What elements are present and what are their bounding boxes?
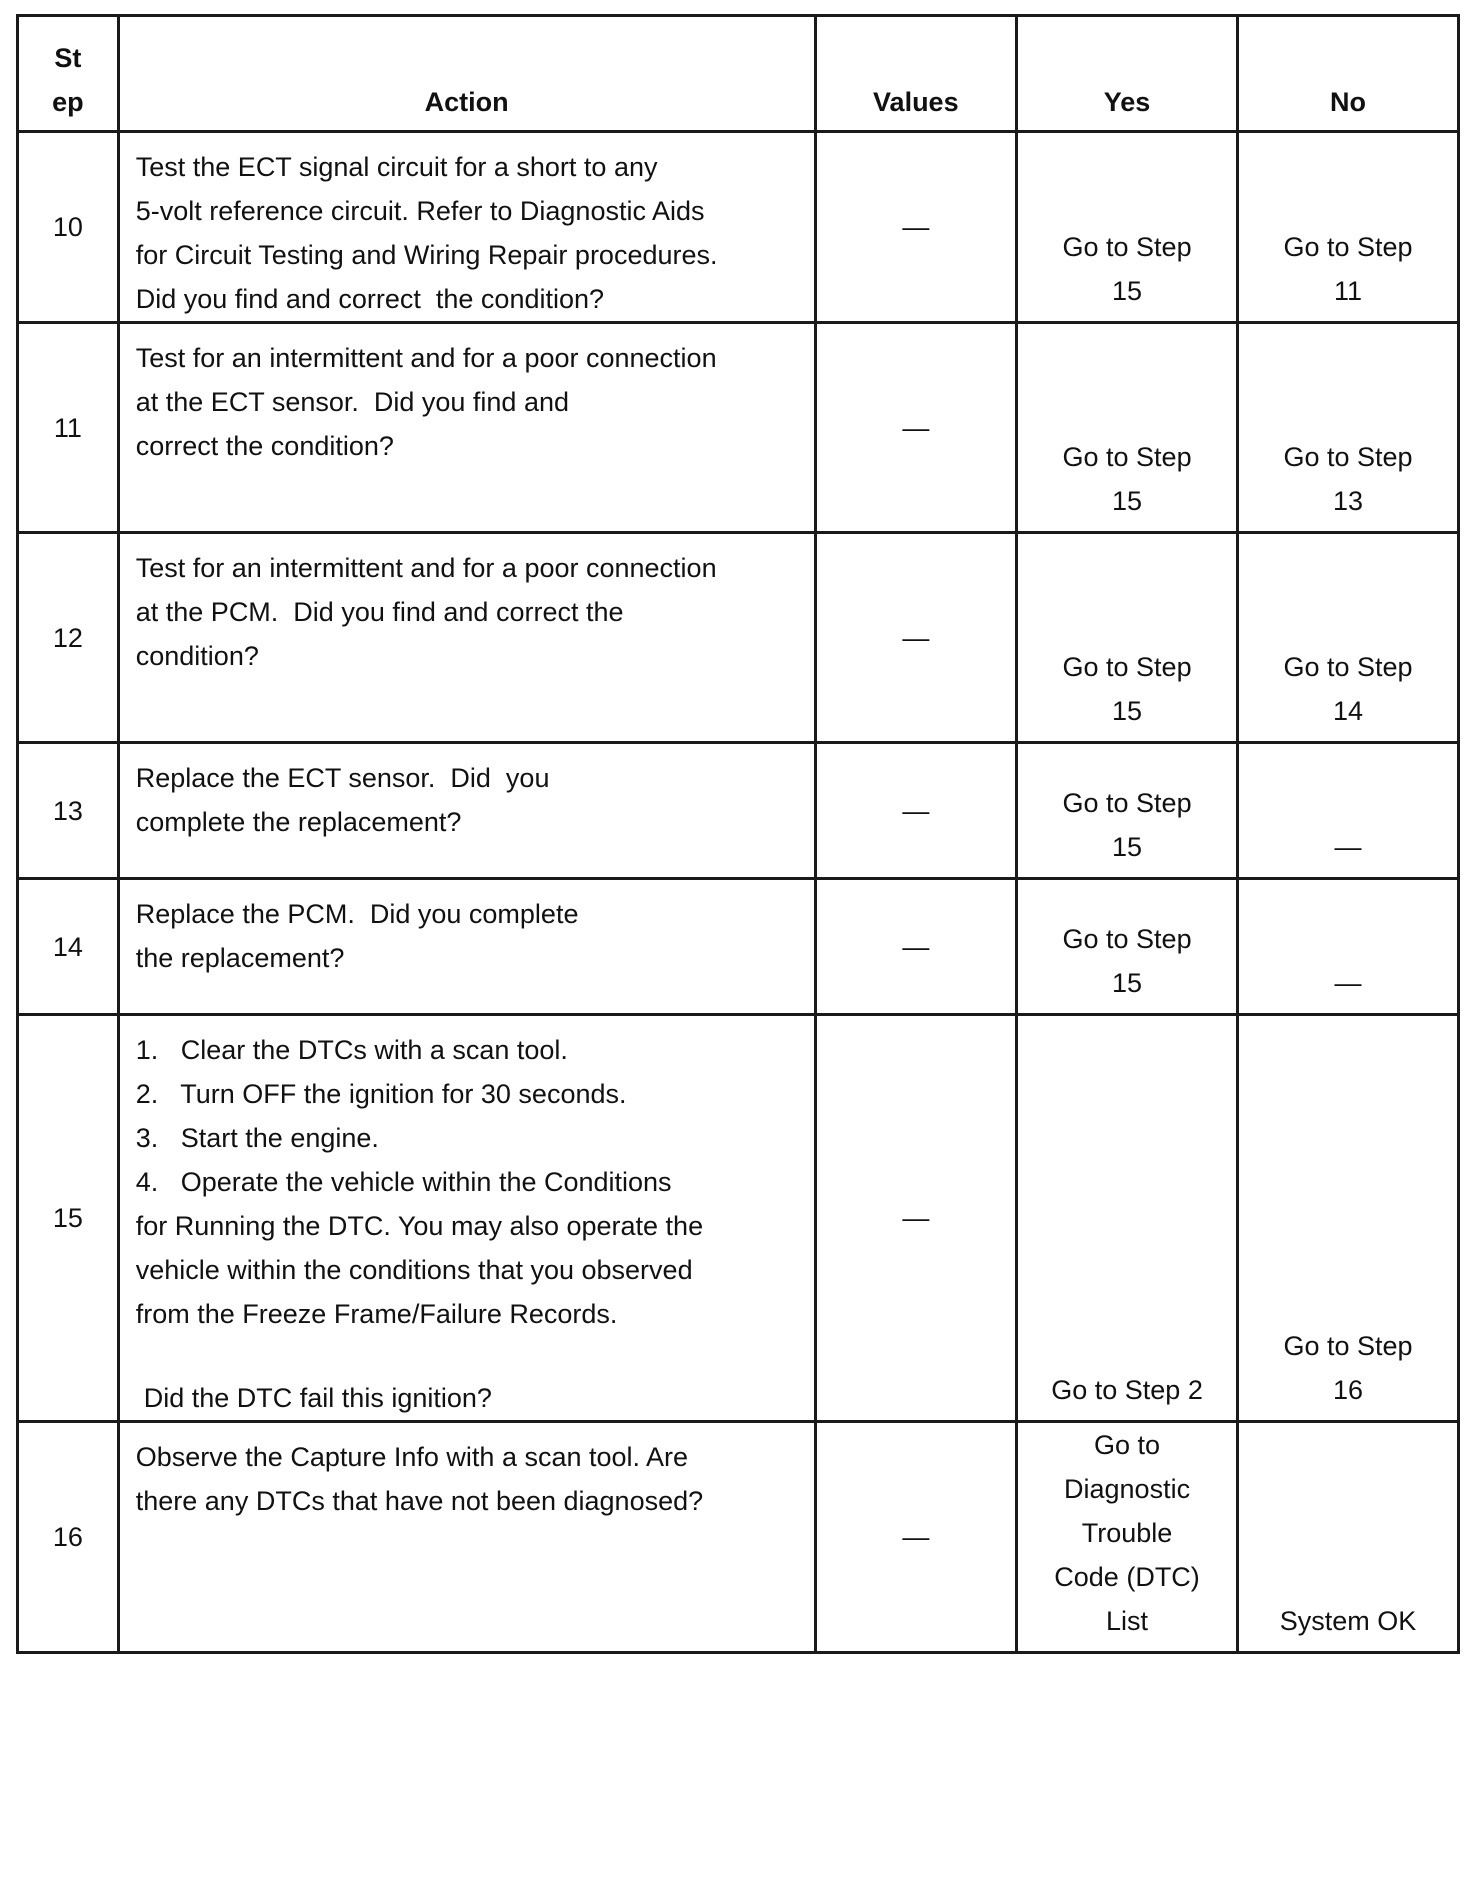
step-number: 10: [18, 132, 119, 323]
action-line: 5-volt reference circuit. Refer to Diagnostic Aids: [135, 196, 705, 226]
yes-line: Go to Step: [1062, 232, 1192, 262]
table-row: [18, 743, 1459, 879]
table-row: [18, 132, 1459, 323]
no-line: 11: [1333, 276, 1363, 306]
action-line: for Running the DTC. You may also operate the: [135, 1211, 704, 1241]
yes-line: 15: [1112, 486, 1143, 516]
action-text: [118, 1015, 815, 1422]
no-line: System OK: [1279, 1606, 1417, 1636]
step-number: 14: [18, 879, 119, 1015]
no-line: 13: [1332, 486, 1364, 516]
action-line: condition?: [135, 641, 259, 671]
values-cell: —: [815, 533, 1017, 743]
step-number: 12: [18, 533, 119, 743]
action-text: [118, 132, 815, 323]
no-cell: [1238, 1422, 1459, 1653]
yes-line: Go to Step: [1062, 924, 1192, 954]
yes-cell: [1017, 1422, 1238, 1653]
values-cell: —: [815, 1015, 1017, 1422]
header-row: [18, 16, 1459, 132]
action-line: from the Freeze Frame/Failure Records.: [135, 1299, 618, 1329]
action-line: Replace the PCM. Did you complete: [135, 899, 579, 929]
no-line: Go to Step: [1283, 232, 1413, 262]
action-text: [118, 743, 815, 879]
yes-line: Go to Step: [1062, 652, 1192, 682]
action-line: correct the condition?: [135, 431, 394, 461]
yes-line: Diagnostic: [1064, 1474, 1191, 1504]
no-cell: [1238, 879, 1459, 1015]
yes-cell: [1017, 879, 1238, 1015]
no-line: —: [1334, 968, 1362, 998]
yes-line: Code (DTC): [1054, 1562, 1200, 1592]
step-number: 13: [18, 743, 119, 879]
table-row: [18, 323, 1459, 533]
yes-line: Go to Step: [1062, 788, 1192, 818]
yes-line: 15: [1112, 968, 1143, 998]
action-question: Did the DTC fail this ignition?: [143, 1383, 492, 1413]
yes-line: List: [1106, 1606, 1149, 1636]
action-text: [118, 1422, 815, 1653]
yes-line: Trouble: [1081, 1518, 1173, 1548]
action-line: Test for an intermittent and for a poor connection: [135, 553, 717, 583]
no-cell: [1238, 1015, 1459, 1422]
yes-cell: [1017, 323, 1238, 533]
header-yes: Yes: [1017, 16, 1238, 132]
table-row: [18, 1422, 1459, 1653]
step-number: 11: [18, 323, 119, 533]
action-line: 4. Operate the vehicle within the Conditions: [135, 1167, 672, 1197]
no-cell: [1238, 323, 1459, 533]
action-line: at the PCM. Did you find and correct the: [135, 597, 624, 627]
action-line: Observe the Capture Info with a scan tool. Are: [135, 1442, 689, 1472]
action-text: [118, 533, 815, 743]
no-line: 14: [1332, 696, 1364, 726]
yes-line: 15: [1112, 832, 1143, 862]
action-line: 1. Clear the DTCs with a scan tool.: [135, 1035, 568, 1065]
values-cell: —: [815, 743, 1017, 879]
action-line: 3. Start the engine.: [135, 1123, 379, 1153]
no-cell: [1238, 533, 1459, 743]
action-line: Replace the ECT sensor. Did you: [135, 763, 550, 793]
action-text: [118, 879, 815, 1015]
yes-cell: [1017, 743, 1238, 879]
header-step-line2: ep: [52, 87, 84, 117]
header-step: [18, 16, 119, 132]
action-line: 2. Turn OFF the ignition for 30 seconds.: [135, 1079, 627, 1109]
values-cell: —: [815, 323, 1017, 533]
no-cell: [1238, 743, 1459, 879]
yes-cell: [1017, 533, 1238, 743]
action-line: Test for an intermittent and for a poor connection: [135, 343, 717, 373]
yes-cell: [1017, 1015, 1238, 1422]
no-line: 16: [1332, 1375, 1364, 1405]
action-line: at the ECT sensor. Did you find and: [135, 387, 570, 417]
step-number: 16: [18, 1422, 119, 1653]
action-line: the replacement?: [135, 943, 345, 973]
no-line: —: [1334, 832, 1362, 862]
yes-line: Go to: [1094, 1430, 1161, 1460]
values-cell: —: [815, 1422, 1017, 1653]
action-line: vehicle within the conditions that you observed: [135, 1255, 693, 1285]
diagnostic-table: [16, 14, 1460, 1654]
header-no: No: [1238, 16, 1459, 132]
table-row: [18, 879, 1459, 1015]
yes-line: Go to Step: [1062, 442, 1192, 472]
yes-line: Go to Step 2: [1051, 1375, 1203, 1405]
no-line: Go to Step: [1283, 652, 1413, 682]
header-step-line1: St: [54, 43, 82, 73]
no-line: Go to Step: [1283, 442, 1413, 472]
action-line: there any DTCs that have not been diagnosed?: [135, 1486, 704, 1516]
yes-line: 15: [1112, 276, 1143, 306]
yes-cell: [1017, 132, 1238, 323]
values-cell: —: [815, 132, 1017, 323]
header-values: Values: [815, 16, 1017, 132]
step-number: 15: [18, 1015, 119, 1422]
action-line: complete the replacement?: [135, 807, 462, 837]
action-text: [118, 323, 815, 533]
no-line: Go to Step: [1283, 1331, 1413, 1361]
action-line: Did you find and correct the condition?: [135, 284, 605, 314]
table-row: [18, 533, 1459, 743]
action-line: for Circuit Testing and Wiring Repair procedures.: [135, 240, 718, 270]
table-row: [18, 1015, 1459, 1422]
action-line: Test the ECT signal circuit for a short to any: [135, 152, 658, 182]
no-cell: [1238, 132, 1459, 323]
action-step-list: [136, 1028, 798, 1336]
values-cell: —: [815, 879, 1017, 1015]
header-action: Action: [118, 16, 815, 132]
yes-line: 15: [1112, 696, 1143, 726]
